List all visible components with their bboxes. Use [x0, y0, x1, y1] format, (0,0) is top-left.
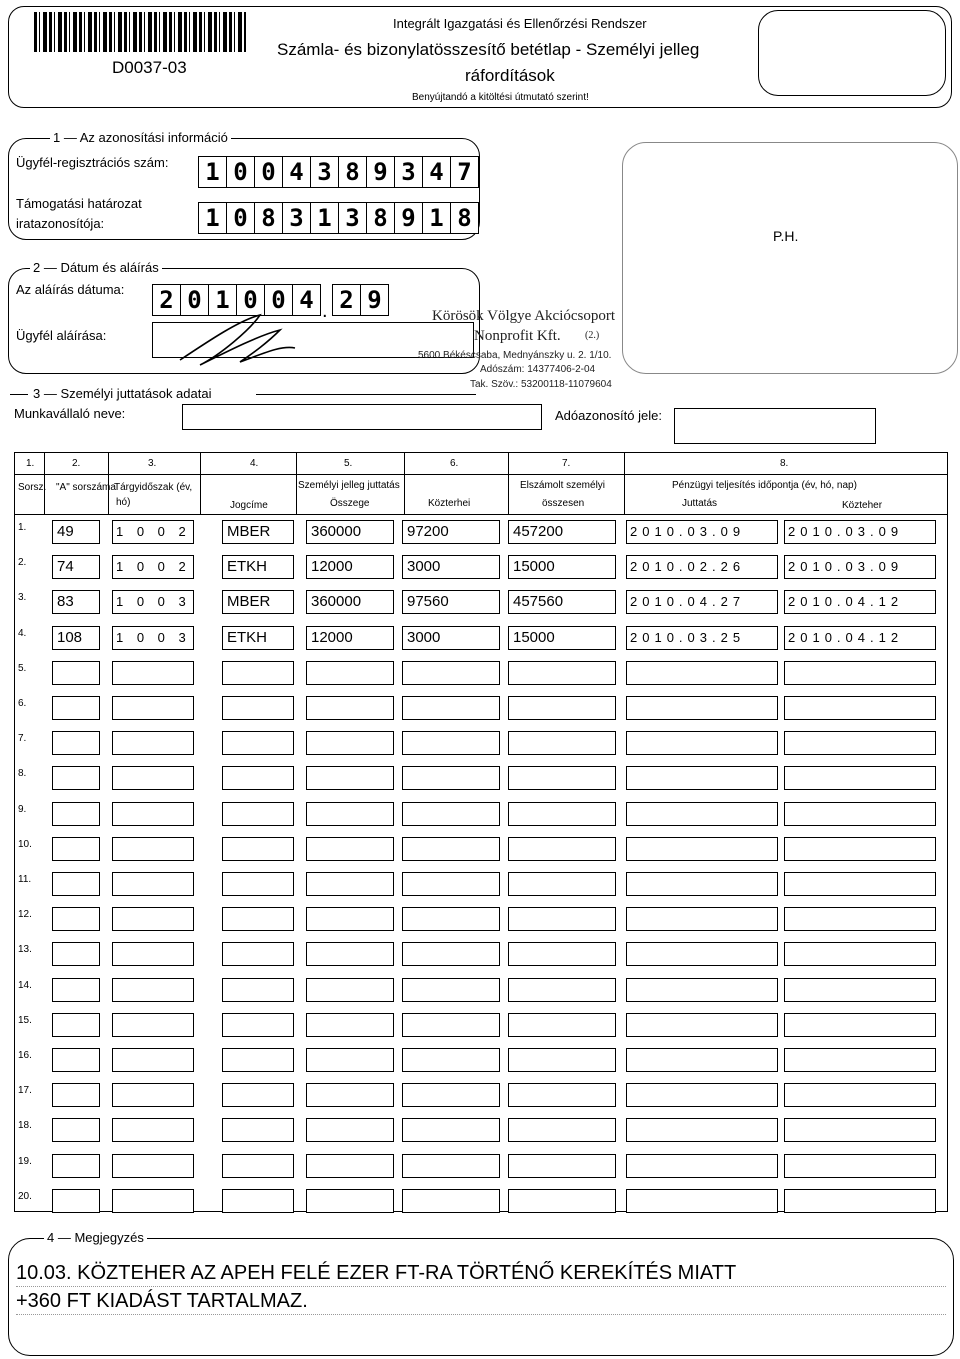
table-cell-tax[interactable]: [402, 978, 500, 1002]
table-cell-total[interactable]: [508, 661, 616, 685]
decision-label-2: iratazonosítója:: [16, 216, 105, 231]
table-cell-tax[interactable]: [402, 1189, 500, 1213]
row-number: 9.: [18, 804, 27, 815]
table-cell-amount[interactable]: 12000: [306, 555, 394, 579]
table-cell-total[interactable]: [508, 1083, 616, 1107]
employer-field[interactable]: [182, 404, 542, 430]
table-cell-pay2[interactable]: [784, 942, 936, 966]
table-cell-amount[interactable]: [306, 907, 394, 931]
row-number: 19.: [18, 1156, 32, 1167]
table-cell-amount[interactable]: [306, 731, 394, 755]
header-elszamolt-2: összesen: [542, 498, 585, 509]
table-cell-tax[interactable]: [402, 1154, 500, 1178]
table-cell-period[interactable]: 1 0 0 3: [112, 626, 194, 650]
table-cell-pay1[interactable]: [626, 802, 778, 826]
table-cell-amount[interactable]: [306, 1013, 394, 1037]
table-cell-pay1[interactable]: [626, 1048, 778, 1072]
table-cell-amount[interactable]: 360000: [306, 520, 394, 544]
row-number: 16.: [18, 1050, 32, 1061]
table-col-divider: [200, 452, 201, 514]
table-cell-pay1[interactable]: [626, 731, 778, 755]
table-cell-period[interactable]: [112, 1048, 194, 1072]
table-cell-tax[interactable]: [402, 1118, 500, 1142]
tax-id-label: Adóazonosító jele:: [555, 408, 662, 423]
header-elszamolt: Elszámolt személyi: [520, 480, 606, 491]
table-cell-pay2[interactable]: [784, 872, 936, 896]
table-cell-total[interactable]: [508, 872, 616, 896]
table-cell-amount[interactable]: [306, 1048, 394, 1072]
table-col-divider: [624, 452, 625, 514]
instruction: Benyújtandó a kitöltési útmutató szerint!: [412, 92, 589, 103]
date-day-field[interactable]: 2 9: [332, 284, 389, 316]
row-number: 3.: [18, 592, 27, 603]
barcode: [34, 12, 246, 52]
table-cell-period[interactable]: [112, 837, 194, 861]
table-cell-total[interactable]: 457200: [508, 520, 616, 544]
signature-label: Ügyfél aláírása:: [16, 328, 107, 343]
header-szemelyi-jelleg: Személyi jelleg juttatás: [298, 480, 400, 491]
table-cell-pay1[interactable]: [626, 942, 778, 966]
header-osszege: Összege: [330, 498, 370, 509]
row-number: 17.: [18, 1085, 32, 1096]
table-cell-pay1[interactable]: [626, 1154, 778, 1178]
table-cell-amount[interactable]: [306, 872, 394, 896]
table-cell-a[interactable]: [52, 907, 100, 931]
table-cell-a[interactable]: [52, 1083, 100, 1107]
table-cell-pay2[interactable]: [784, 1154, 936, 1178]
signature-scribble: [170, 300, 320, 380]
table-cell-pay2[interactable]: [784, 1013, 936, 1037]
row-number: 20.: [18, 1191, 32, 1202]
table-cell-period[interactable]: [112, 661, 194, 685]
decision-number-field[interactable]: 1 0 8 3 1 3 8 9 1 8: [198, 202, 479, 234]
table-cell-total[interactable]: [508, 942, 616, 966]
table-cell-a[interactable]: [52, 766, 100, 790]
col-number-6: 6.: [450, 458, 459, 469]
table-cell-a[interactable]: [52, 1048, 100, 1072]
table-cell-period[interactable]: [112, 907, 194, 931]
table-cell-pay2[interactable]: [784, 1189, 936, 1213]
row-number: 11.: [18, 874, 32, 885]
row-number: 5.: [18, 663, 27, 674]
form-title-2: ráfordítások: [465, 66, 555, 85]
table-cell-total[interactable]: [508, 907, 616, 931]
table-cell-period[interactable]: [112, 1189, 194, 1213]
table-cell-total[interactable]: 457560: [508, 590, 616, 614]
table-cell-tax[interactable]: [402, 731, 500, 755]
table-cell-pay2[interactable]: [784, 696, 936, 720]
form-title: Számla- és bizonylatösszesítő betétlap - Személyi jelleg: [277, 40, 700, 59]
row-number: 15.: [18, 1015, 32, 1026]
table-cell-a[interactable]: [52, 1013, 100, 1037]
date-year-field[interactable]: 2 0 1 0: [152, 284, 265, 316]
stamp-line3: 5600 Békéscsaba, Mednyánszky u. 2. 1/10.: [418, 350, 612, 361]
table-cell-code[interactable]: [222, 907, 294, 931]
section2-title: 2 — Dátum és aláírás: [30, 260, 162, 275]
table-cell-pay1[interactable]: [626, 696, 778, 720]
date-month-field[interactable]: 0 4: [264, 284, 321, 316]
header-corner-box: [758, 10, 946, 96]
table-cell-a[interactable]: [52, 802, 100, 826]
table-cell-pay1[interactable]: 2010.03.09: [626, 520, 778, 544]
table-cell-period[interactable]: [112, 802, 194, 826]
table-col-divider: [296, 452, 297, 514]
header-jogcime: Jogcíme: [230, 500, 268, 511]
table-cell-pay2[interactable]: 2010.04.12: [784, 626, 936, 650]
table-cell-total[interactable]: [508, 766, 616, 790]
header-targyidoszak-2: hó): [116, 497, 131, 508]
table-cell-total[interactable]: [508, 1118, 616, 1142]
table-cell-amount[interactable]: [306, 1189, 394, 1213]
col-number-4: 4.: [250, 458, 259, 469]
remark-line1: 10.03. KÖZTEHER AZ APEH FELÉ EZER FT-RA TÖRTÉNŐ KEREKÍTÉS MIATT: [16, 1262, 737, 1284]
table-cell-pay2[interactable]: 2010.04.12: [784, 590, 936, 614]
table-cell-tax[interactable]: 3000: [402, 626, 500, 650]
stamp-line5: Tak. Szöv.: 53200118-11079604: [470, 379, 612, 390]
section3-rule: [10, 394, 28, 395]
table-cell-pay1[interactable]: [626, 1118, 778, 1142]
table-cell-a[interactable]: [52, 1118, 100, 1142]
reg-number-field[interactable]: 1 0 0 4 3 8 9 3 4 7: [198, 156, 479, 188]
table-cell-pay1[interactable]: [626, 661, 778, 685]
table-cell-amount[interactable]: 360000: [306, 590, 394, 614]
table-cell-pay1[interactable]: [626, 1189, 778, 1213]
table-col-divider: [404, 452, 405, 514]
table-cell-tax[interactable]: [402, 802, 500, 826]
table-cell-period[interactable]: [112, 766, 194, 790]
table-cell-total[interactable]: [508, 731, 616, 755]
table-cell-code[interactable]: [222, 978, 294, 1002]
table-cell-pay2[interactable]: [784, 802, 936, 826]
table-col-divider: [508, 452, 509, 514]
table-cell-a[interactable]: [52, 837, 100, 861]
header-juttatas: Juttatás: [682, 498, 718, 509]
table-cell-pay1[interactable]: [626, 837, 778, 861]
table-cell-code[interactable]: [222, 872, 294, 896]
table-cell-pay2[interactable]: [784, 907, 936, 931]
table-cell-period[interactable]: [112, 696, 194, 720]
header-a-sorszama: "A" sorszáma: [56, 482, 116, 493]
table-cell-code[interactable]: [222, 1083, 294, 1107]
table-cell-code[interactable]: [222, 661, 294, 685]
table-cell-period[interactable]: [112, 1013, 194, 1037]
table-cell-pay1[interactable]: 2010.04.27: [626, 590, 778, 614]
table-cell-a[interactable]: [52, 661, 100, 685]
row-number: 18.: [18, 1120, 32, 1131]
table-cell-period[interactable]: 1 0 0 2: [112, 555, 194, 579]
table-cell-amount[interactable]: [306, 802, 394, 826]
decision-label: Támogatási határozat: [16, 196, 142, 211]
table-header-divider: [14, 514, 948, 515]
stamp-line1: Körösök Völgye Akciócsoport: [432, 308, 616, 324]
table-cell-code[interactable]: MBER: [222, 590, 294, 614]
table-cell-amount[interactable]: [306, 978, 394, 1002]
table-cell-pay1[interactable]: 2010.02.26: [626, 555, 778, 579]
table-cell-a[interactable]: 83: [52, 590, 100, 614]
table-cell-pay1[interactable]: [626, 907, 778, 931]
col-number-2: 2.: [72, 458, 81, 469]
table-cell-pay1[interactable]: [626, 766, 778, 790]
row-number: 14.: [18, 980, 32, 991]
table-cell-amount[interactable]: [306, 661, 394, 685]
table-cell-pay2[interactable]: [784, 766, 936, 790]
stamp-line2: Nonprofit Kft.: [474, 328, 561, 344]
table-cell-total[interactable]: [508, 696, 616, 720]
table-cell-tax[interactable]: [402, 907, 500, 931]
table-cell-code[interactable]: ETKH: [222, 555, 294, 579]
table-cell-pay2[interactable]: [784, 1048, 936, 1072]
table-cell-a[interactable]: [52, 872, 100, 896]
table-cell-code[interactable]: [222, 802, 294, 826]
table-cell-total[interactable]: [508, 1048, 616, 1072]
col-number-8: 8.: [780, 458, 789, 469]
stamp-line2-suffix: (2.): [585, 330, 600, 341]
section4-title: 4 — Megjegyzés: [44, 1230, 147, 1245]
table-cell-total[interactable]: [508, 802, 616, 826]
table-cell-pay2[interactable]: 2010.03.09: [784, 555, 936, 579]
row-number: 13.: [18, 944, 32, 955]
table-cell-tax[interactable]: 3000: [402, 555, 500, 579]
table-cell-pay2[interactable]: [784, 978, 936, 1002]
table-cell-a[interactable]: [52, 1154, 100, 1178]
table-cell-code[interactable]: [222, 1013, 294, 1037]
date-separator: .: [322, 300, 328, 322]
table-cell-code[interactable]: [222, 1118, 294, 1142]
table-cell-period[interactable]: 1 0 0 2: [112, 520, 194, 544]
table-cell-amount[interactable]: [306, 837, 394, 861]
table-cell-tax[interactable]: [402, 872, 500, 896]
tax-id-field[interactable]: [674, 408, 876, 444]
table-cell-pay2[interactable]: [784, 661, 936, 685]
table-cell-a[interactable]: 108: [52, 626, 100, 650]
table-cell-total[interactable]: [508, 837, 616, 861]
table-cell-tax[interactable]: [402, 696, 500, 720]
table-cell-pay1[interactable]: [626, 872, 778, 896]
table-cell-a[interactable]: [52, 978, 100, 1002]
header-kozteher: Közteher: [842, 500, 883, 511]
section1-title: 1 — Az azonosítási információ: [50, 130, 231, 145]
system-title: Integrált Igazgatási és Ellenőrzési Rendszer: [393, 16, 647, 31]
table-cell-period[interactable]: 1 0 0 3: [112, 590, 194, 614]
table-cell-code[interactable]: [222, 942, 294, 966]
table-cell-code[interactable]: [222, 1154, 294, 1178]
table-cell-a[interactable]: [52, 942, 100, 966]
table-cell-period[interactable]: [112, 942, 194, 966]
row-number: 1.: [18, 522, 27, 533]
row-number: 10.: [18, 839, 32, 850]
reg-number-label: Ügyfél-regisztrációs szám:: [16, 155, 169, 170]
table-cell-tax[interactable]: 97560: [402, 590, 500, 614]
table-cell-period[interactable]: [112, 1118, 194, 1142]
stamp-line4: Adószám: 14377406-2-04: [480, 364, 596, 375]
table-cell-code[interactable]: ETKH: [222, 626, 294, 650]
table-cell-pay1[interactable]: [626, 1013, 778, 1037]
table-cell-amount[interactable]: 12000: [306, 626, 394, 650]
table-cell-a[interactable]: 74: [52, 555, 100, 579]
table-cell-amount[interactable]: [306, 696, 394, 720]
table-cell-total[interactable]: 15000: [508, 555, 616, 579]
col-number-7: 7.: [562, 458, 571, 469]
col-number-5: 5.: [344, 458, 353, 469]
header-penzugyi: Pénzügyi teljesítés időpontja (év, hó, nap): [672, 480, 857, 491]
table-cell-tax[interactable]: [402, 1013, 500, 1037]
table-cell-amount[interactable]: [306, 1154, 394, 1178]
table-cell-code[interactable]: [222, 1189, 294, 1213]
table-cell-amount[interactable]: [306, 1083, 394, 1107]
table-cell-total[interactable]: [508, 1154, 616, 1178]
table-cell-period[interactable]: [112, 731, 194, 755]
table-cell-pay2[interactable]: [784, 1083, 936, 1107]
table-cell-tax[interactable]: [402, 1048, 500, 1072]
table-cell-pay1[interactable]: 2010.03.25: [626, 626, 778, 650]
section3-rule-2: [256, 394, 476, 395]
header-kozterhei: Közterhei: [428, 498, 471, 509]
remark-rule-1: [16, 1286, 946, 1287]
table-cell-tax[interactable]: [402, 942, 500, 966]
header-sorsz: Sorsz.: [18, 482, 47, 493]
table-cell-total[interactable]: [508, 978, 616, 1002]
table-cell-code[interactable]: [222, 766, 294, 790]
row-number: 6.: [18, 698, 27, 709]
table-cell-code[interactable]: [222, 696, 294, 720]
table-cell-tax[interactable]: [402, 661, 500, 685]
table-cell-period[interactable]: [112, 1154, 194, 1178]
table-cell-amount[interactable]: [306, 942, 394, 966]
row-number: 12.: [18, 909, 32, 920]
col-number-1: 1.: [26, 458, 35, 469]
table-cell-pay2[interactable]: [784, 731, 936, 755]
table-cell-tax[interactable]: [402, 1083, 500, 1107]
table-cell-total[interactable]: 15000: [508, 626, 616, 650]
table-cell-pay2[interactable]: [784, 837, 936, 861]
table-colnum-divider: [14, 474, 948, 475]
employer-label: Munkavállaló neve:: [14, 406, 126, 421]
row-number: 2.: [18, 557, 27, 568]
section3-title: 3 — Személyi juttatások adatai: [30, 386, 214, 401]
table-cell-period[interactable]: [112, 1083, 194, 1107]
table-cell-code[interactable]: [222, 1048, 294, 1072]
table-cell-pay1[interactable]: [626, 978, 778, 1002]
table-cell-a[interactable]: [52, 696, 100, 720]
table-cell-period[interactable]: [112, 872, 194, 896]
remark-rule-2: [16, 1314, 946, 1315]
date-label: Az aláírás dátuma:: [16, 282, 125, 297]
table-cell-code[interactable]: MBER: [222, 520, 294, 544]
table-cell-tax[interactable]: 97200: [402, 520, 500, 544]
row-number: 8.: [18, 768, 27, 779]
row-number: 7.: [18, 733, 27, 744]
table-cell-amount[interactable]: [306, 1118, 394, 1142]
table-cell-total[interactable]: [508, 1189, 616, 1213]
table-cell-tax[interactable]: [402, 766, 500, 790]
table-cell-a[interactable]: [52, 1189, 100, 1213]
table-cell-amount[interactable]: [306, 766, 394, 790]
table-cell-total[interactable]: [508, 1013, 616, 1037]
table-cell-pay1[interactable]: [626, 1083, 778, 1107]
table-cell-tax[interactable]: [402, 837, 500, 861]
table-cell-pay2[interactable]: [784, 1118, 936, 1142]
header-targyidoszak: Tárgyidőszak (év,: [114, 482, 193, 493]
table-cell-period[interactable]: [112, 978, 194, 1002]
barcode-code: D0037-03: [112, 58, 187, 77]
row-number: 4.: [18, 628, 27, 639]
table-cell-code[interactable]: [222, 731, 294, 755]
col-number-3: 3.: [148, 458, 157, 469]
ph-label: P.H.: [773, 228, 799, 244]
stamp-area: [622, 142, 958, 374]
table-cell-code[interactable]: [222, 837, 294, 861]
table-cell-pay2[interactable]: 2010.03.09: [784, 520, 936, 544]
remark-line2: +360 FT KIADÁST TARTALMAZ.: [16, 1290, 308, 1312]
table-cell-a[interactable]: [52, 731, 100, 755]
table-cell-a[interactable]: 49: [52, 520, 100, 544]
